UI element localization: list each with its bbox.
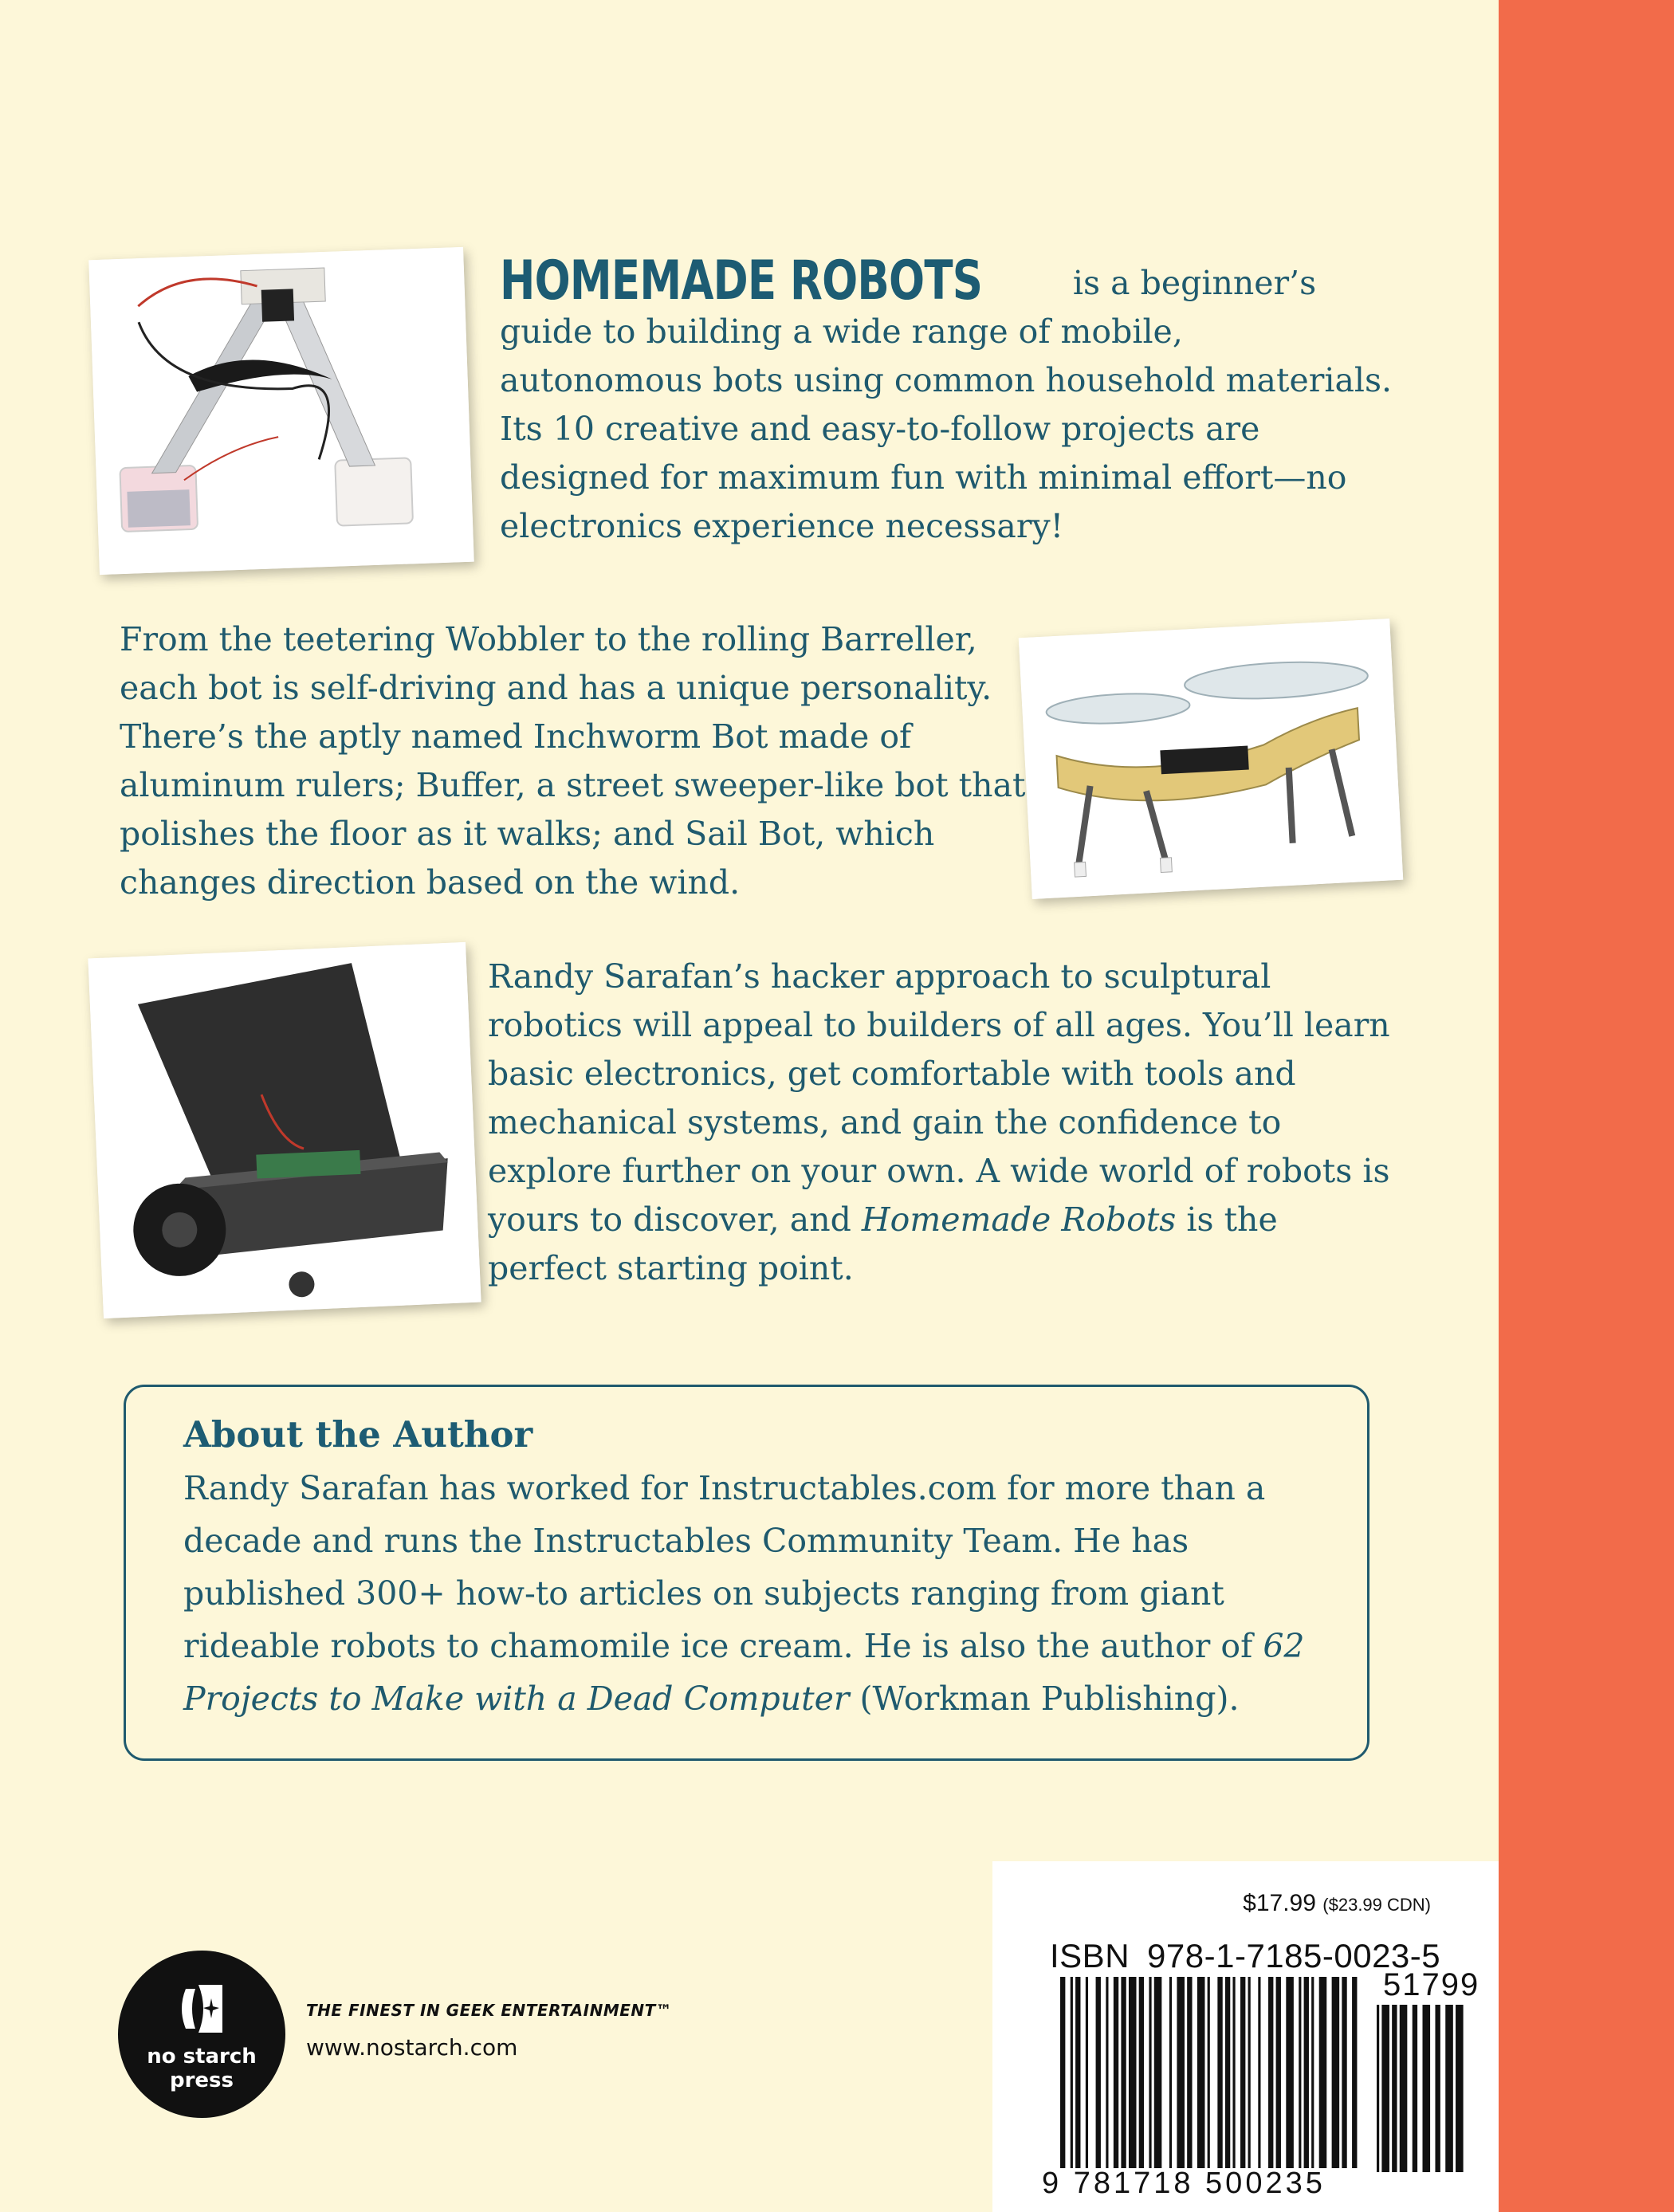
sail-bot-photo — [1019, 619, 1404, 899]
book-title-italic: Homemade Robots — [861, 1200, 1177, 1239]
spine-stripe — [1499, 0, 1674, 2212]
no-starch-press-logo — [118, 1951, 285, 2118]
intro-text: is a beginner’s guide to building a wide range of mobile, autonomous bots using common household materials. Its 10 creative and easy-to-follow projects are designed for maximum fun with minimal effort—no electronics experience necessary! — [500, 264, 1393, 545]
about-heading: About the Author — [183, 1413, 533, 1456]
about-author-box — [124, 1385, 1369, 1761]
approach-text-end: is the perfect starting point. — [488, 1200, 1278, 1287]
price — [1243, 1890, 1431, 1917]
publisher-tagline: THE FINEST IN GEEK ENTERTAINMENT™ — [306, 2001, 673, 2020]
intro-paragraph — [500, 249, 1393, 551]
publisher-website: www.nostarch.com — [306, 2034, 518, 2061]
addon-barcode — [1377, 2005, 1468, 2172]
isbn-number: 978-1-7185-0023-5 — [1147, 1937, 1441, 1974]
approach-paragraph — [488, 953, 1397, 1293]
ean-digits: 9 781718 500235 — [1042, 2167, 1326, 2200]
barcode-panel — [992, 1861, 1499, 2212]
other-book-publisher: (Workman Publishing). — [849, 1680, 1240, 1718]
about-body — [183, 1462, 1311, 1725]
logo-line2: press — [169, 2069, 234, 2092]
isbn-line — [1050, 1937, 1440, 1975]
bots-paragraph: From the teetering Wobbler to the rolling Barreller, each bot is self-driving and has a unique personality. There’s the aptly named Inchworm Bot made of aluminum rulers; Buffer, a street sweeper-like bot that polishes the floor as it walks; and Sail Bot, which changes direction based on the wind. — [120, 620, 1026, 902]
price-cdn: ($23.99 CDN) — [1322, 1895, 1431, 1915]
other-book-title: 62 Projects to Make with a Dead Computer — [183, 1627, 1305, 1718]
addon-digits: 51799 — [1383, 1967, 1480, 2002]
price-usd: $17.99 — [1243, 1890, 1316, 1916]
ean-barcode — [1060, 1977, 1365, 2168]
cart-bot-photo — [88, 942, 481, 1318]
approach-text: Randy Sarafan’s hacker approach to sculptural robotics will appeal to builders of all ages. You’ll learn basic electronics, get comfortable with tools and mechanical systems, and gain the confidence to explore further on your own. A wide world of robots is yours to discover, and — [488, 957, 1390, 1239]
no-starch-press-logo-icon — [178, 1981, 226, 2037]
logo-text — [118, 2045, 285, 2092]
logo-line1: no starch — [147, 2045, 257, 2069]
inchworm-bot-photo — [88, 247, 474, 575]
about-text: Randy Sarafan has worked for Instructables.com for more than a decade and runs the Instructables Community Team. He has published 300+ how-to articles on subjects ranging from giant rideable robots to chamomile ice cream. He is also the author of — [183, 1469, 1266, 1665]
isbn-label: ISBN — [1050, 1937, 1130, 1974]
book-title: HOMEMADE ROBOTS — [500, 249, 983, 312]
